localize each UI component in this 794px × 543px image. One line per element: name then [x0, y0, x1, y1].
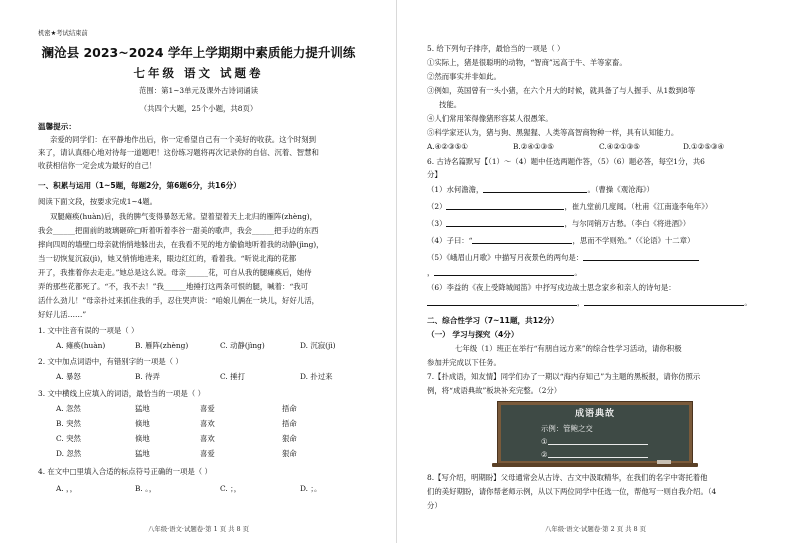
option-c-col4: 狠命	[282, 434, 297, 443]
board-slot-2: ②	[541, 450, 648, 459]
option-b[interactable]: B. 待弄	[135, 372, 160, 381]
option-d-col1[interactable]: D. 忽然	[56, 449, 82, 458]
option-b[interactable]: B.②④①③⑤	[513, 142, 554, 151]
option-d-col4: 狠命	[282, 449, 297, 458]
question-6-tail: 分】	[427, 170, 442, 179]
section-heading: 一、积累与运用（1~5题，每题2分，第6题6分，共16分）	[38, 181, 241, 190]
tip-line: 收获相信你一定会成为最好的自己！	[38, 161, 157, 170]
section-heading: 二、综合性学习（7~11题，共12分）	[427, 316, 559, 325]
exam-title: 澜沧县 2023~2024 学年上学期期中素质能力提升训练	[41, 45, 356, 60]
header-note: 机密★考试结束前	[38, 30, 88, 37]
tip-heading: 温馨提示：	[38, 122, 76, 131]
passage-line: 弄的那些花都死了。“不，我不去！”我______地捶打这两条可恨的腿，喊着：“我可	[38, 282, 309, 291]
board-title: 成语典故	[574, 409, 615, 419]
passage-line: 摔向四周的墙壁□母亲就悄悄地躲出去，在我看不见的地方偷偷地听着我的动静(jìng)，	[38, 240, 324, 249]
option-c[interactable]: C. 捶打	[220, 372, 245, 381]
option-a-col3: 喜爱	[200, 404, 215, 413]
option-c[interactable]: C.④②①③⑤	[599, 142, 640, 151]
passage-line: 当一切恢复沉寂(jì)，她又悄悄地进来，眼边红红的，看着我。“听说北海的花都	[38, 254, 297, 263]
passage-line: 活什么劲儿！”母亲扑过来抓住我的手，忍住哭声说：“咱娘儿俩在一块儿，好好儿活，	[38, 296, 320, 305]
question-5: 5. 给下列句子排序，最恰当的一项是（ ）	[427, 44, 565, 53]
sentence-item: ②然而事实并非如此。	[427, 72, 501, 81]
context-line: 七年级（1）班正在举行“有朋自远方来”的综合性学习活动，请你积极	[455, 344, 682, 353]
question-2: 2. 文中加点词语中，有错别字的一项是（ ）	[38, 357, 183, 366]
option-a-col2: 猛地	[135, 404, 150, 413]
option-a[interactable]: A. 瘫痪(huàn)	[56, 341, 106, 350]
question-4: 4. 在文中□里填入合适的标点符号正确的一项是（ ）	[38, 467, 212, 476]
option-d[interactable]: D. 扑过来	[300, 372, 333, 381]
sentence-item-cont: 技能。	[439, 100, 462, 109]
option-b-col1[interactable]: B. 突然	[56, 419, 81, 428]
option-b[interactable]: B. 。，	[135, 484, 157, 493]
option-d[interactable]: D. ；。	[300, 484, 322, 493]
sentence-item: ④人们常用笨得像猪形容某人很愚笨。	[427, 114, 553, 123]
poem-item-5: （5）《峨眉山月歌》中描写月夜景色的两句是：	[427, 253, 699, 262]
option-a[interactable]: A. 暴怒	[56, 372, 81, 381]
tip-line: 来了，请认真细心地对待每一道题吧！这份练习题将再次记录你的自信、沉着、智慧和	[38, 148, 319, 157]
poem-item-5-cont: ， 。	[427, 268, 582, 277]
option-c-col3: 喜欢	[200, 434, 215, 443]
poem-item-6-cont: ， 。	[427, 298, 752, 307]
option-b-col2: 倏地	[135, 419, 150, 428]
option-d-col2: 猛地	[135, 449, 150, 458]
question-7-cont: 例，将“成语典故”板块补充完整。（2分）	[427, 386, 562, 395]
option-d[interactable]: D. 沉寂(jì)	[300, 341, 336, 350]
exam-subtitle: 七年级 语文 试题卷	[133, 66, 264, 80]
q8-content	[397, 0, 794, 543]
page-footer: 八年级·语文·试题卷·第 2 页 共 8 页	[544, 525, 647, 533]
question-8: 8.【写介绍，明期盼】父母通常会从古诗、古文中汲取精华，在我们的名字中寄托着他	[427, 473, 708, 482]
poem-item-4: （4）子曰：“ ，思而不学则殆。”（《论语》十二章）	[427, 236, 695, 245]
option-a[interactable]: A.④②③⑤①	[427, 142, 468, 151]
option-b-col3: 喜欢	[200, 419, 215, 428]
option-c[interactable]: C. ；，	[220, 484, 242, 493]
question-3: 3. 文中横线上应填入的词语，最恰当的一项是（ ）	[38, 389, 205, 398]
reading-instruction: 阅读下面文段，按要求完成1~4题。	[38, 197, 158, 206]
option-c-col2: 倏地	[135, 434, 150, 443]
question-1: 1. 文中注音有误的一项是（ ）	[38, 326, 139, 335]
passage-line: 好好儿活……”	[38, 310, 87, 319]
poem-item-6: （6）李益的《夜上受降城闻笛》中抒写戍边战士思念家乡和亲人的诗句是：	[427, 283, 676, 292]
context-line: 参加并完成以下任务。	[427, 358, 501, 367]
board-example: 示例：管鲍之交	[541, 424, 593, 433]
passage-line: 开了，我推着你去走走。”她总是这么说。母亲______花，可自从我的腿瘫痪后，她侍	[38, 268, 312, 277]
board-slot-1: ①	[541, 437, 648, 446]
option-a[interactable]: A. ，，	[56, 484, 78, 493]
question-8-cont: 们的美好期盼，请你帮老师示例，从以下两位同学中任选一位，帮他写一则自我介绍。（4	[427, 487, 717, 496]
question-6: 6. 古诗名篇默写【（1）～（4）题中任选两题作答，（5）（6）题必答，每空1分，共6	[427, 157, 705, 166]
option-a-col1[interactable]: A. 忽然	[56, 404, 81, 413]
subsection-heading: （一） 学习与探究（4分）	[427, 330, 519, 339]
option-d-col3: 喜爱	[200, 449, 215, 458]
sentence-item: ⑤科学家还认为，猪与狗、黑猩猩、人类等高智商物种一样，具有认知能力。	[427, 128, 679, 137]
passage-line: 双腿瘫痪(huàn)后，我的脾气变得暴怒无常。望着望着天上北归的雁阵(zhèng)，	[50, 212, 318, 221]
poem-item-1: （1）水何澹澹， 。（曹操《观沧海》）	[427, 185, 654, 194]
poem-item-2: （2） ，崔九堂前几度闻。（杜甫《江南逢李龟年》）	[427, 202, 713, 211]
option-a-col4: 捂命	[282, 404, 297, 413]
passage-line: 我会______把面前的玻璃砸碎□听着听着李谷一甜美的歌声，我会______把手边的东西	[38, 226, 319, 235]
page-footer: 八年级·语文·试题卷·第 1 页 共 8 页	[147, 525, 250, 533]
tip-line: 亲爱的同学们：在平静地作出后，你一定希望自己有一个美好的收获。这个时刻到	[50, 135, 317, 144]
option-b-col4: 捂命	[282, 419, 297, 428]
exam-scope: 范围：第1~3单元及课外古诗词诵读	[138, 86, 259, 95]
question-7: 7.【扑成语，知友情】同学们办了一期以“海内存知己”为主题的黑板报，请你仿照示	[427, 372, 701, 381]
poem-item-3: （3） ，与尔同销万古愁。（李白《将进酒》）	[427, 219, 691, 228]
question-8-tail: 分）	[427, 501, 442, 510]
option-b[interactable]: B. 雁阵(zhèng)	[135, 341, 189, 350]
option-c[interactable]: C. 动静(jìng)	[220, 341, 265, 350]
sentence-item: ③例如，英国曾有一头小猪，在六个月大的时候，就具备了与人握手、从1数到8等	[427, 86, 696, 95]
exam-meta: （共四个大题，25个小题，共8页）	[139, 104, 258, 113]
option-c-col1[interactable]: C. 突然	[56, 434, 81, 443]
sentence-item: ①实际上，猪是很聪明的动物，“智商”远高于牛、羊等家畜。	[427, 58, 627, 67]
option-d[interactable]: D.①②⑤③④	[683, 142, 725, 151]
